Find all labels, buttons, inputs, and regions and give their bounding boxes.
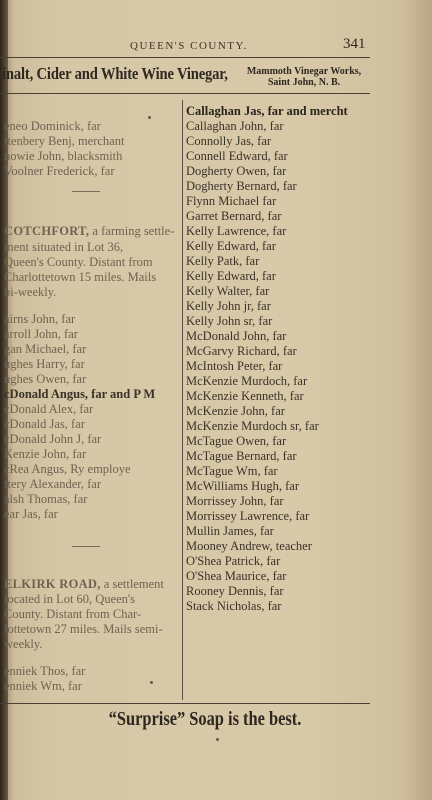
place-name-scotchfort: COTCHFORT, <box>4 224 90 238</box>
list-item: McGarvy Richard, far <box>186 344 297 358</box>
elkirk-line: weekly. <box>4 637 43 651</box>
list-item: cDonald Alex, far <box>4 402 94 416</box>
footer-rule <box>0 703 370 704</box>
elkirk-line: lottetown 27 miles. Mails semi- <box>4 622 163 636</box>
elkirk-line: County. Distant from Char- <box>4 607 142 621</box>
list-item: Rooney Dennis, far <box>186 584 284 598</box>
list-item: eneo Dominick, far <box>4 119 101 133</box>
list-item: Dogherty Bernard, far <box>186 179 297 193</box>
elkirk-desc: a settlement <box>103 577 164 591</box>
section-separator <box>72 191 100 192</box>
list-item: McIntosh Peter, far <box>186 359 283 373</box>
scotchfort-entry-line1 <box>4 224 174 239</box>
list-item: ughes Owen, far <box>4 372 87 386</box>
list-item: McKenzie John, far <box>186 404 285 418</box>
advertisement-side <box>238 66 370 88</box>
list-item: McTague Owen, far <box>186 434 287 448</box>
list-item: ughes Harry, far <box>4 357 85 371</box>
scotchfort-line: bi-weekly. <box>4 285 57 299</box>
list-item: McKenzie Kenneth, far <box>186 389 304 403</box>
list-item: cRea Angus, Ry employe <box>4 462 131 476</box>
list-item: cDonald Jas, far <box>4 417 85 431</box>
list-item: Kelly Lawrence, far <box>186 224 287 238</box>
scotchfort-line: Charlottetown 15 miles. Mails <box>4 270 157 284</box>
running-head: QUEEN'S COUNTY. <box>130 40 248 52</box>
list-item: Connolly Jas, far <box>186 134 272 148</box>
list-item: Kelly John jr, far <box>186 299 271 313</box>
list-item: cDonald Angus, far and P M <box>4 387 156 401</box>
list-item: McDonald John, far <box>186 329 287 343</box>
column-divider <box>182 100 183 700</box>
list-item: arroll John, far <box>4 327 78 341</box>
list-item: Kelly Walter, far <box>186 284 270 298</box>
list-item: alsh Thomas, far <box>4 492 88 506</box>
list-item: Voolner Frederick, far <box>4 164 115 178</box>
list-item: Kenzie John, far <box>4 447 87 461</box>
list-item: Mooney Andrew, teacher <box>186 539 312 553</box>
list-item: Dogherty Owen, far <box>186 164 287 178</box>
advertisement-banner <box>0 60 372 90</box>
elkirk-line: located in Lot 60, Queen's <box>4 592 136 606</box>
list-item: Kelly John sr, far <box>186 314 273 328</box>
list-item: Callaghan Jas, far and mercht <box>186 104 348 118</box>
list-item: O'Shea Maurice, far <box>186 569 287 583</box>
list-item: Morrissey John, far <box>186 494 284 508</box>
paper-speck <box>148 116 151 119</box>
list-item: cDonald John J, far <box>4 432 102 446</box>
list-item: Kelly Edward, far <box>186 239 276 253</box>
list-item: Flynn Michael far <box>186 194 277 208</box>
list-item: Connell Edward, far <box>186 149 288 163</box>
list-item: Kelly Edward, far <box>186 269 276 283</box>
list-item: McTague Bernard, far <box>186 449 297 463</box>
list-item: McKenzie Murdoch, far <box>186 374 308 388</box>
scotchfort-desc: a farming settle- <box>92 224 175 238</box>
list-item: Morrissey Lawrence, far <box>186 509 310 523</box>
list-item: enniek Thos, far <box>4 664 86 678</box>
elkirk-entry-line1 <box>4 577 164 592</box>
list-item: nowie John, blacksmith <box>4 149 123 163</box>
header-rule <box>0 57 370 58</box>
paper-speck <box>150 681 153 684</box>
place-name-elkirk-road: ELKIRK ROAD, <box>4 577 101 591</box>
list-item: airns John, far <box>4 312 76 326</box>
advertisement-side-line2: Saint John, N. B. <box>267 77 341 88</box>
advertisement-main: inalt, Cider and White Wine Vinegar, <box>2 64 228 83</box>
scotchfort-line: ment situated in Lot 36, <box>4 240 124 254</box>
list-item: enniek Wm, far <box>4 679 82 693</box>
list-item: Kelly Patk, far <box>186 254 260 268</box>
list-item: Mullin James, far <box>186 524 274 538</box>
list-item: McTague Wm, far <box>186 464 278 478</box>
paper-speck <box>216 738 219 741</box>
list-item: Garret Bernard, far <box>186 209 282 223</box>
section-separator <box>72 546 100 547</box>
scotchfort-line: Queen's County. Distant from <box>4 255 153 269</box>
list-item: gan Michael, far <box>4 342 87 356</box>
advertisement-side-line1: Mammoth Vinegar Works, <box>246 66 362 77</box>
list-item: Callaghan John, far <box>186 119 284 133</box>
list-item: O'Shea Patrick, far <box>186 554 281 568</box>
footer-slogan: “Surprise” Soap is the best. <box>108 708 302 730</box>
list-item: ttenbery Benj, merchant <box>4 134 125 148</box>
list-item: ear Jas, far <box>4 507 58 521</box>
list-item: Stack Nicholas, far <box>186 599 282 613</box>
page-header <box>0 36 432 54</box>
list-item: McWilliams Hugh, far <box>186 479 300 493</box>
page-number: 341 <box>343 36 366 52</box>
advertisement-rule <box>0 93 370 94</box>
list-item: McKenzie Murdoch sr, far <box>186 419 319 433</box>
list-item: ttery Alexander, far <box>4 477 102 491</box>
